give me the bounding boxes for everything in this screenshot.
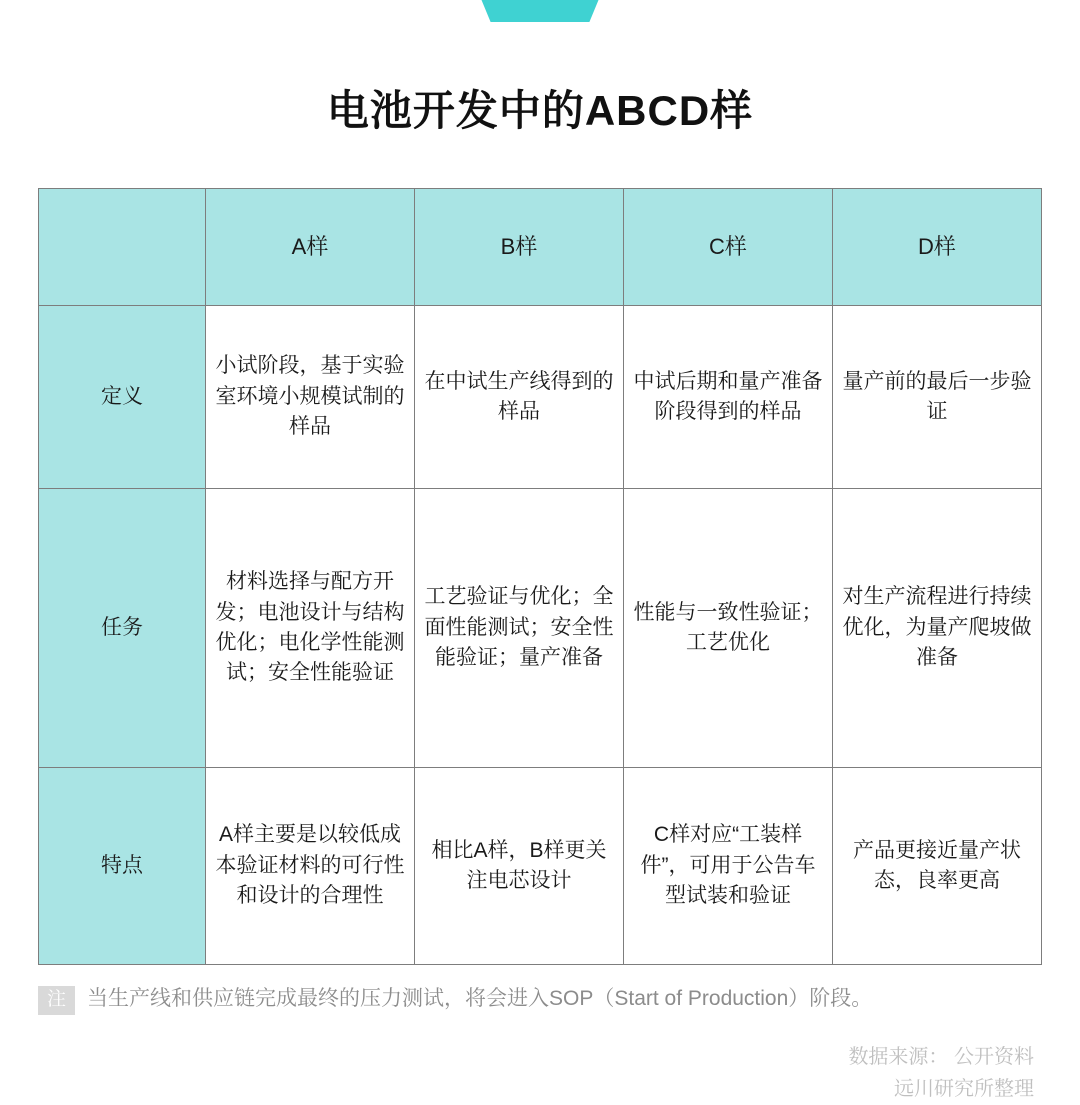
table-body [39, 306, 1042, 965]
cell-feature-c: C样对应“工装样件”，可用于公告车型试装和验证 [624, 768, 833, 965]
cell-task-d: 对生产流程进行持续优化，为量产爬坡做准备 [833, 489, 1042, 768]
cell-definition-a: 小试阶段，基于实验室环境小规模试制的样品 [206, 306, 415, 489]
abcd-table [38, 188, 1042, 965]
page-title: 电池开发中的ABCD样 [326, 87, 754, 134]
footnote-text: 当生产线和供应链完成最终的压力测试，将会进入SOP（Start of Production）阶段。 [87, 987, 873, 1010]
footnote [38, 983, 1042, 1015]
cell-feature-a: A样主要是以较低成本验证材料的可行性和设计的合理性 [206, 768, 415, 965]
top-tab-decoration [475, 0, 605, 22]
row-header-task: 任务 [39, 489, 206, 768]
table-row [39, 306, 1042, 489]
table-header-row [39, 189, 1042, 306]
column-header-c: C样 [624, 189, 833, 306]
cell-definition-d: 量产前的最后一步验证 [833, 306, 1042, 489]
cell-feature-d: 产品更接近量产状态，良率更高 [833, 768, 1042, 965]
footnote-badge: 注 [38, 986, 75, 1015]
column-header-d: D样 [833, 189, 1042, 306]
column-header-b: B样 [415, 189, 624, 306]
cell-task-b: 工艺验证与优化；全面性能测试；安全性能验证；量产准备 [415, 489, 624, 768]
source-line-2: 远川研究所整理 [894, 1077, 1034, 1100]
cell-definition-b: 在中试生产线得到的样品 [415, 306, 624, 489]
cell-feature-b: 相比A样，B样更关注电芯设计 [415, 768, 624, 965]
row-header-feature: 特点 [39, 768, 206, 965]
source-block [0, 1041, 1034, 1105]
table-corner-cell [39, 189, 206, 306]
cell-definition-c: 中试后期和量产准备阶段得到的样品 [624, 306, 833, 489]
cell-task-c: 性能与一致性验证；工艺优化 [624, 489, 833, 768]
row-header-definition: 定义 [39, 306, 206, 489]
table-container [38, 188, 1042, 965]
table-row [39, 768, 1042, 965]
source-line-1: 数据来源： 公开资料 [848, 1045, 1034, 1068]
table-row [39, 489, 1042, 768]
column-header-a: A样 [206, 189, 415, 306]
cell-task-a: 材料选择与配方开发；电池设计与结构优化；电化学性能测试；安全性能验证 [206, 489, 415, 768]
table-header [39, 189, 1042, 306]
